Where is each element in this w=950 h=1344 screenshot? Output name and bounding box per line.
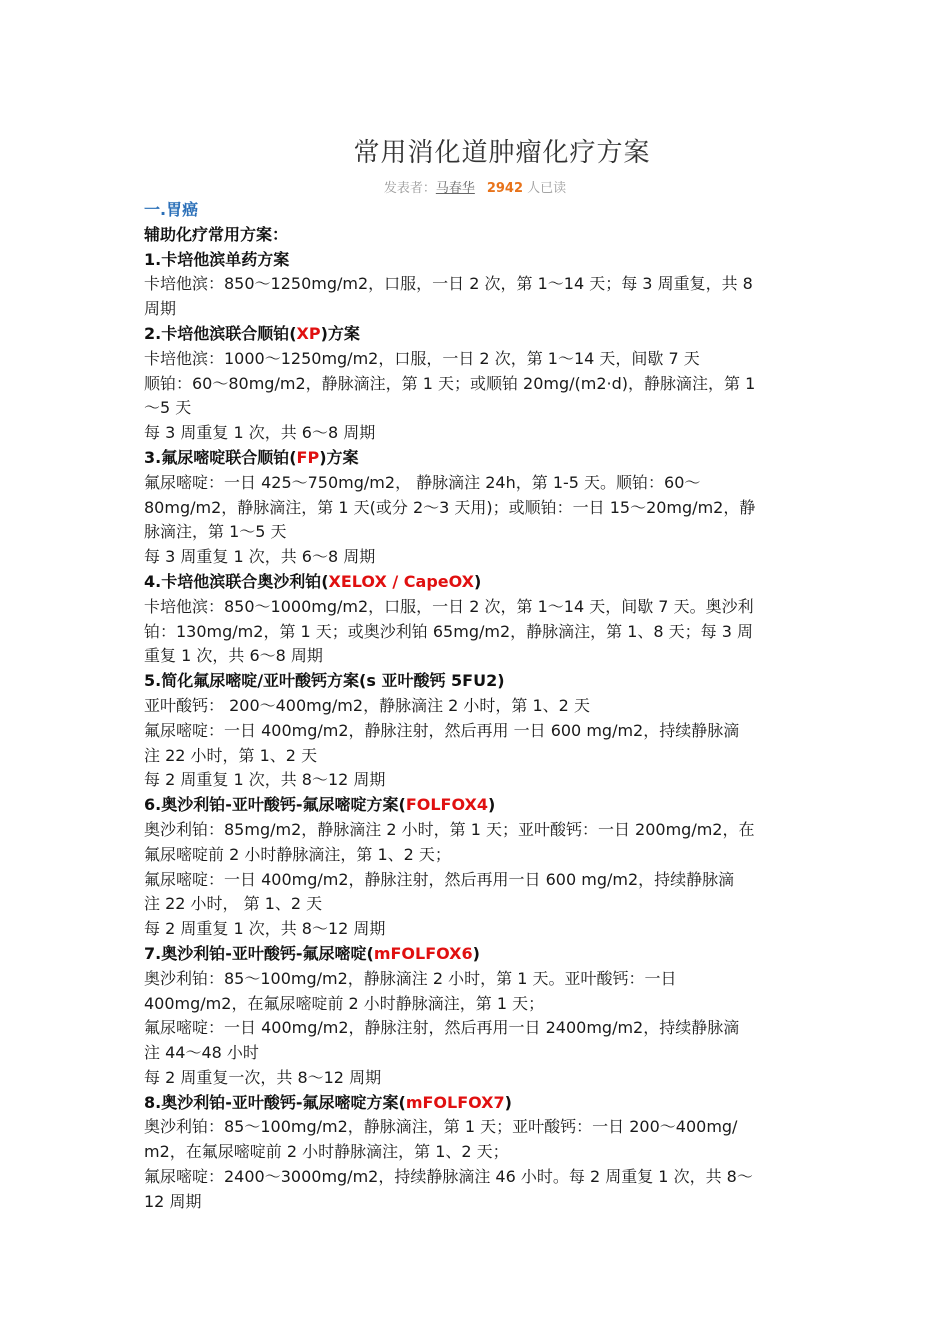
regimen-line: 氟尿嘧啶：2400～3000mg/m2，持续静脉滴注 46 小时。每 2 周重复 1 次，共 8～ [144,1167,753,1187]
regimen-title-suffix: ) [473,571,482,591]
regimen-line: 卡培他滨：850～1000mg/m2，口服，一日 2 次，第 1～14 天，间歇 7 天。奥沙利 [144,596,754,616]
regimen-line: 氟尿嘧啶：一日 400mg/m2，静脉注射，然后再用一日 2400mg/m2，持续静脉滴 [144,1018,740,1038]
regimen-abbreviation: FOLFOX4 [405,795,488,815]
regimen-line: ～5 天 [144,398,192,418]
regimen-title: 5.简化氟尿嘧啶/亚叶酸钙方案(s 亚叶酸钙 5FU2) [144,671,505,691]
regimen-title-suffix: )方案 [319,447,359,467]
regimen-line: 每 3 周重复 1 次，共 6～8 周期 [144,547,376,567]
read-suffix: 人已读 [527,181,567,196]
regimen-abbreviation: FP [296,447,320,467]
article-meta [0,177,950,196]
regimen-abbreviation: mFOLFOX6 [373,943,473,963]
regimen-line: 每 2 周重复 1 次，共 8～12 周期 [144,919,386,939]
regimen-line: 12 周期 [144,1191,202,1211]
regimen-line: m2，在氟尿嘧啶前 2 小时静脉滴注，第 1、2 天； [144,1142,509,1162]
regimen-line: 400mg/m2，在氟尿嘧啶前 2 小时静脉滴注，第 1 天； [144,993,545,1013]
regimen-abbreviation: mFOLFOX7 [405,1092,505,1112]
regimen-line: 周期 [144,299,177,319]
regimen-line: 氟尿嘧啶：一日 425～750mg/m2， 静脉滴注 24h，第 1-5 天。顺铂：60～ [144,472,701,492]
regimen-line: 顺铂：60～80mg/m2，静脉滴注，第 1 天；或顺铂 20mg/(m2·d)，静脉滴注，第 1 [144,373,756,393]
regimen-line: 氟尿嘧啶：一日 400mg/m2，静脉注射，然后再用 一日 600 mg/m2，持续静脉滴 [144,720,740,740]
regimen-line: 奥沙利铂：85～100mg/m2，静脉滴注，第 1 天；亚叶酸钙：一日 200～400mg/ [144,1117,738,1137]
article-body [144,198,808,1215]
subsection-heading: 辅助化疗常用方案： [144,224,289,244]
regimen-line: 注 22 小时，第 1、2 天 [144,745,318,765]
regimen-line: 奥沙利铂：85mg/m2，静脉滴注 2 小时，第 1 天；亚叶酸钙：一日 200mg/m2，在 [144,819,755,839]
regimen-line: 80mg/m2，静脉滴注，第 1 天(或分 2～3 天用)；或顺铂：一日 15～20mg/m2，静 [144,497,756,517]
regimen-line: 每 2 周重复 1 次，共 8～12 周期 [144,770,386,790]
author-link[interactable]: 马春华 [435,181,475,196]
regimen-line: 卡培他滨：1000～1250mg/m2，口服，一日 2 次，第 1～14 天，间歇 7 天 [144,348,700,368]
regimen-line: 铂：130mg/m2，第 1 天；或奥沙利铂 65mg/m2，静脉滴注，第 1、8 天；每 3 周 [144,621,754,641]
regimen-line: 氟尿嘧啶前 2 小时静脉滴注，第 1、2 天； [144,844,451,864]
regimen-title [144,322,808,347]
regimen-title [144,570,808,595]
regimen-title-text: 4.卡培他滨联合奥沙利铂( [144,571,329,591]
section-heading: 一.胃癌 [144,200,199,219]
regimen-title-text: 3.氟尿嘧啶联合顺铂( [144,447,297,467]
regimen-title-suffix: ) [504,1092,512,1112]
regimen-title [144,446,808,471]
regimen-line: 注 44～48 小时 [144,1043,259,1063]
regimen-abbreviation: XP [296,323,321,343]
regimen-title-suffix: ) [487,795,496,815]
regimen-line: 亚叶酸钙： 200～400mg/m2，静脉滴注 2 小时，第 1、2 天 [144,695,590,715]
regimen-line: 每 2 周重复一次，共 8～12 周期 [144,1067,382,1087]
regimen-line: 注 22 小时， 第 1、2 天 [144,894,323,914]
regimen-title-text: 6.奥沙利铂-亚叶酸钙-氟尿嘧啶方案( [144,795,406,815]
regimen-line: 氟尿嘧啶：一日 400mg/m2，静脉注射，然后再用一日 600 mg/m2，持续静脉滴 [144,869,735,889]
regimen-line: 卡培他滨：850～1250mg/m2，口服，一日 2 次，第 1～14 天；每 3 周重复，共 8 [144,274,753,294]
regimen-line: 每 3 周重复 1 次，共 6～8 周期 [144,423,376,443]
regimen-title-text: 7.奥沙利铂-亚叶酸钙-氟尿嘧啶( [144,943,374,963]
regimen-line: 重复 1 次，共 6～8 周期 [144,646,323,666]
read-count: 2942 [486,181,524,196]
regimen-title [144,793,808,818]
regimen-title-suffix: ) [472,943,480,963]
regimen-title-suffix: )方案 [320,323,360,343]
regimen-title-text: 8.奥沙利铂-亚叶酸钙-氟尿嘧啶方案( [144,1092,406,1112]
regimen-title-text: 2.卡培他滨联合顺铂( [144,323,297,343]
regimen-line: 脉滴注，第 1～5 天 [144,522,287,542]
regimen-title [144,1091,808,1116]
page-title: 常用消化道肿瘤化疗方案 [353,138,651,168]
regimen-line: 奥沙利铂：85～100mg/m2，静脉滴注 2 小时，第 1 天。亚叶酸钙：一日 [144,968,677,988]
author-prefix: 发表者： [383,181,436,196]
regimen-title: 1.卡培他滨单药方案 [144,249,290,269]
regimen-title [144,942,808,967]
regimen-abbreviation: XELOX / CapeOX [328,571,474,591]
